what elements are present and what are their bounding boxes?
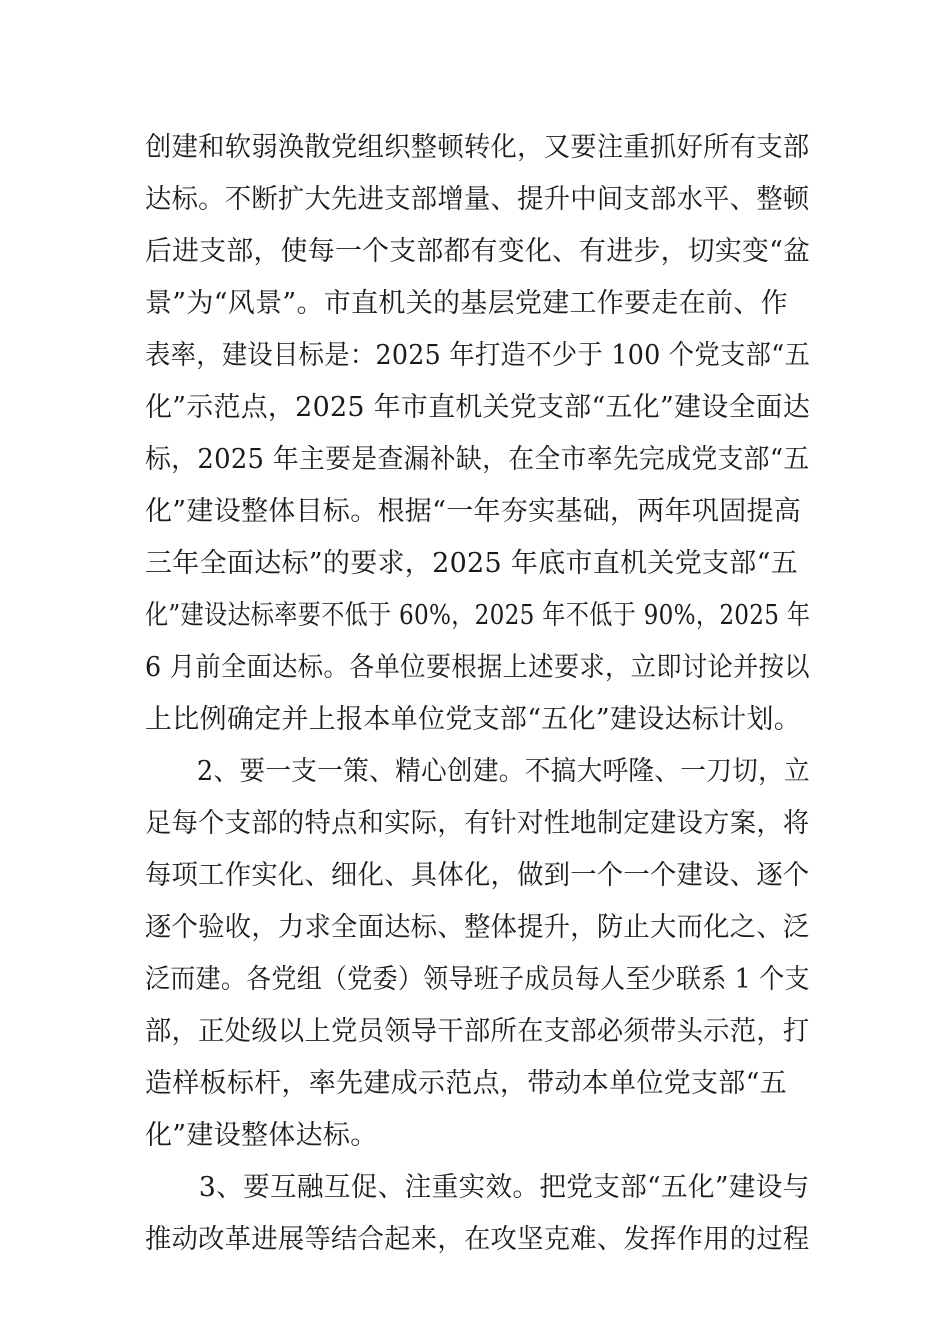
text-line: 三年全面达标”的要求，2025 年底市直机关党支部“五 [145,548,799,579]
text-line: 3、要互融互促、注重实效。把党支部“五化”建设与 [145,1172,810,1203]
text-line: 标，2025 年主要是查漏补缺，在全市率先完成党支部“五 [145,444,810,475]
text-line: 景”为“风景”。市直机关的基层党建工作要走在前、作 [145,288,788,319]
text-line: 创建和软弱涣散党组织整顿转化，又要注重抓好所有支部 [145,132,810,163]
text-line: 上比例确定并上报本单位党支部“五化”建设达标计划。 [145,704,802,735]
text-line: 化”示范点，2025 年市直机关党支部“五化”建设全面达 [145,392,811,423]
text-line: 部，正处级以上党员领导干部所在支部必须带头示范，打 [145,1016,810,1047]
text-line: 化”建设达标率要不低于 60%，2025 年不低于 90%，2025 年 [145,600,811,631]
text-line: 表率，建设目标是：2025 年打造不少于 100 个党支部“五 [145,340,811,371]
text-line: 逐个验收，力求全面达标、整体提升，防止大而化之、泛 [145,912,810,943]
text-line: 6 月前全面达标。各单位要根据上述要求，立即讨论并按以 [145,652,810,683]
text-line: 2、要一支一策、精心创建。不搞大呼隆、一刀切，立 [145,756,810,787]
text-line: 化”建设整体达标。 [145,1120,378,1151]
text-line: 每项工作实化、细化、具体化，做到一个一个建设、逐个 [145,860,810,891]
text-line: 泛而建。各党组（党委）领导班子成员每人至少联系 1 个支 [145,964,810,995]
text-line: 后进支部，使每一个支部都有变化、有进步，切实变“盆 [145,236,811,267]
text-line: 推动改革进展等结合起来，在攻坚克难、发挥作用的过程 [145,1224,810,1255]
text-line: 足每个支部的特点和实际，有针对性地制定建设方案，将 [145,808,810,839]
text-line: 化”建设整体目标。根据“一年夯实基础，两年巩固提高 [145,496,802,527]
text-line: 造样板标杆，率先建成示范点，带动本单位党支部“五 [145,1068,788,1099]
text-line: 达标。不断扩大先进支部增量、提升中间支部水平、整顿 [145,184,810,215]
